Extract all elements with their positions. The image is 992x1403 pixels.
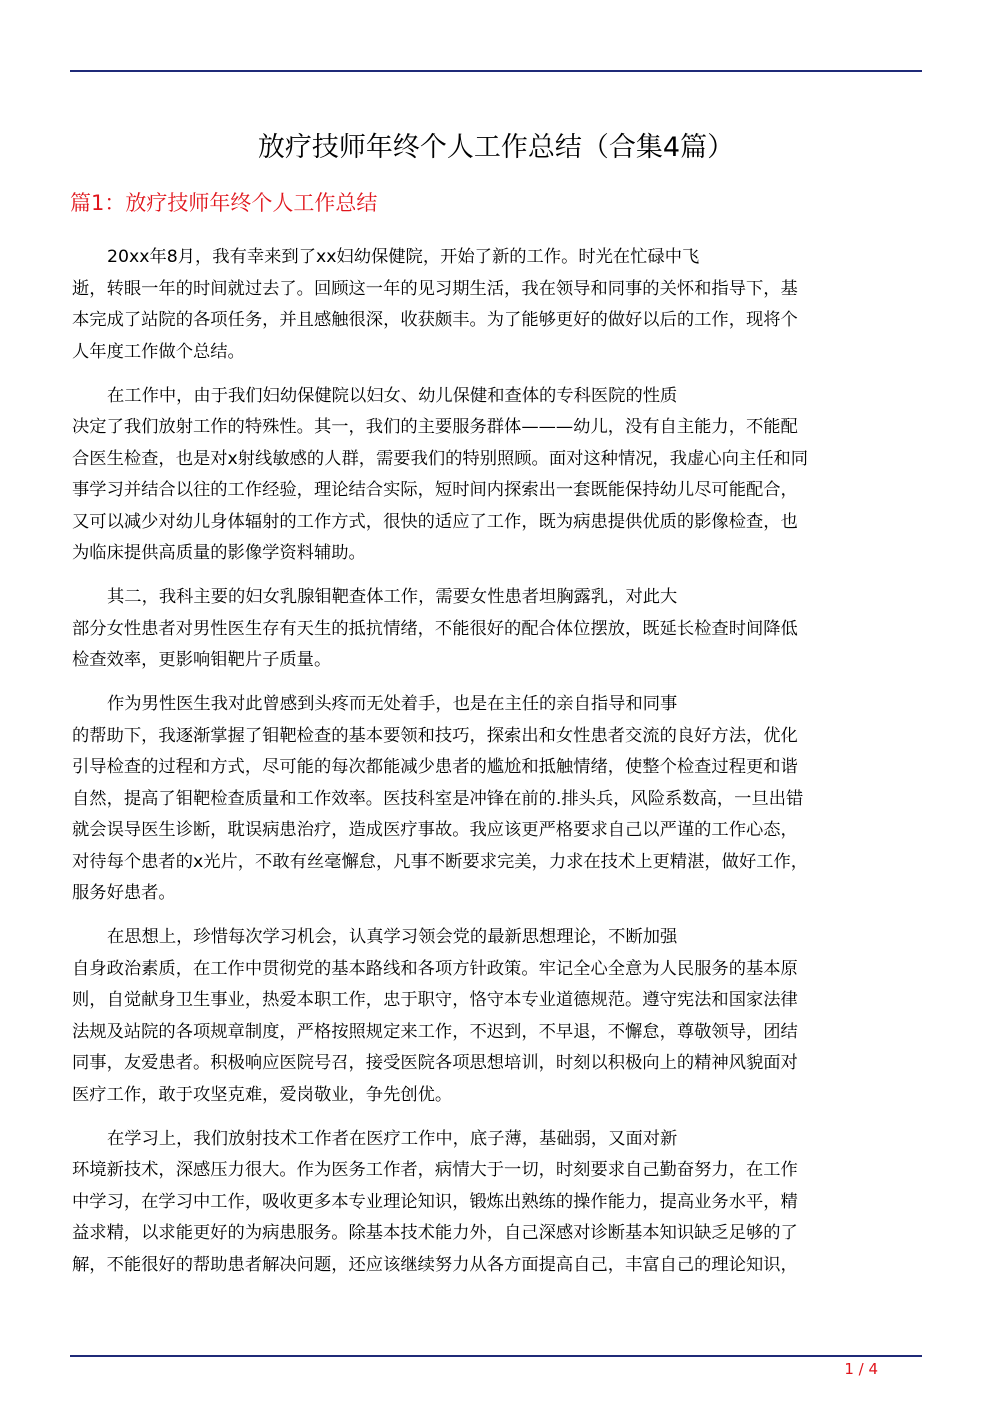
text-line: 医疗工作，敢于攻坚克难，爱岗敬业，争先创优。 [72, 1084, 453, 1105]
text-line: 自身政治素质，在工作中贯彻党的基本路线和各项方针政策。牢记全心全意为人民服务的基本原 [72, 958, 798, 979]
paragraph [72, 381, 920, 570]
header-rule [70, 70, 922, 72]
text-line: 环境新技术，深感压力很大。作为医务工作者，病情大于一切，时刻要求自己勤奋努力，在工作 [72, 1160, 798, 1180]
text-line: 在学习上，我们放射技术工作者在医疗工作中，底子薄，基础弱，又面对新 [107, 1128, 678, 1149]
paragraph [72, 1124, 920, 1282]
text-line: 逝，转眼一年的时间就过去了。回顾这一年的见习期生活，我在领导和同事的关怀和指导下，基 [72, 278, 798, 299]
paragraph [72, 922, 920, 1111]
text-line: 则，自觉献身卫生事业，热爱本职工作，忠于职守，恪守本专业道德规范。遵守宪法和国家法律 [72, 990, 798, 1010]
page-number: 1 / 4 [844, 1360, 878, 1378]
document-body [72, 242, 920, 1294]
text-line: 引导检查的过程和方式，尽可能的每次都能减少患者的尴尬和抵触情绪，使整个检查过程更和谐 [72, 757, 798, 777]
footer-rule [70, 1355, 922, 1357]
text-line: 就会误导医生诊断，耽误病患治疗，造成医疗事故。我应该更严格要求自己以严谨的工作心态， [72, 820, 798, 840]
text-line: 法规及站院的各项规章制度，严格按照规定来工作，不迟到，不早退，不懈怠，尊敬领导，团结 [72, 1021, 798, 1042]
text-line: 其二，我科主要的妇女乳腺钼靶查体工作，需要女性患者坦胸露乳，对此大 [107, 587, 678, 607]
paragraph [72, 242, 920, 368]
paragraph [72, 582, 920, 677]
text-line: 在工作中，由于我们妇幼保健院以妇女、幼儿保健和查体的专科医院的性质 [107, 385, 678, 406]
text-line: 决定了我们放射工作的特殊性。其一，我们的主要服务群体———幼儿，没有自主能力，不能配 [72, 417, 798, 437]
text-line: 益求精，以求能更好的为病患服务。除基本技术能力外，自己深感对诊断基本知识缺乏足够的了 [72, 1223, 798, 1243]
text-line: 作为男性医生我对此曾感到头疼而无处着手，也是在主任的亲自指导和同事 [107, 694, 678, 714]
text-line: 同事，友爱患者。积极响应医院号召，接受医院各项思想培训，时刻以积极向上的精神风貌面对 [72, 1053, 798, 1073]
text-line: 对待每个患者的x光片，不敢有丝毫懈怠，凡事不断要求完美，力求在技术上更精湛，做好工作， [72, 851, 809, 872]
text-line: 又可以减少对幼儿身体辐射的工作方式，很快的适应了工作，既为病患提供优质的影像检查，也 [72, 511, 798, 532]
text-line: 人年度工作做个总结。 [72, 341, 245, 362]
text-line: 服务好患者。 [72, 883, 176, 903]
paragraph [72, 689, 920, 910]
text-line: 的帮助下，我逐渐掌握了钼靶检查的基本要领和技巧，探索出和女性患者交流的良好方法，优化 [72, 725, 798, 746]
text-line: 为临床提供高质量的影像学资料辅助。 [72, 543, 366, 563]
text-line: 20xx年8月，我有幸来到了xx妇幼保健院，开始了新的工作。时光在忙碌中飞 [107, 247, 700, 267]
text-line: 检查效率，更影响钼靶片子质量。 [72, 650, 332, 670]
document-title: 放疗技师年终个人工作总结（合集4篇） [257, 132, 735, 163]
text-line: 合医生检查，也是对x射线敏感的人群，需要我们的特别照顾。面对这种情况，我虚心向主任和同 [72, 448, 809, 469]
section-heading: 篇1：放疗技师年终个人工作总结 [70, 191, 378, 215]
text-line: 部分女性患者对男性医生存有天生的抵抗情绪，不能很好的配合体位摆放，既延长检查时间降低 [72, 618, 798, 639]
text-line: 中学习，在学习中工作，吸收更多本专业理论知识，锻炼出熟练的操作能力，提高业务水平，精 [72, 1191, 798, 1212]
text-line: 本完成了站院的各项任务，并且感触很深，收获颇丰。为了能够更好的做好以后的工作，现将个 [72, 310, 798, 330]
text-line: 解，不能很好的帮助患者解决问题，还应该继续努力从各方面提高自己，丰富自己的理论知识， [72, 1254, 798, 1275]
text-line: 事学习并结合以往的工作经验，理论结合实际，短时间内探索出一套既能保持幼儿尽可能配合， [72, 480, 798, 500]
text-line: 在思想上，珍惜每次学习机会，认真学习领会党的最新思想理论，不断加强 [107, 927, 678, 947]
text-line: 自然，提高了钼靶检查质量和工作效率。医技科室是冲锋在前的.排头兵，风险系数高，一旦出错 [72, 788, 804, 809]
